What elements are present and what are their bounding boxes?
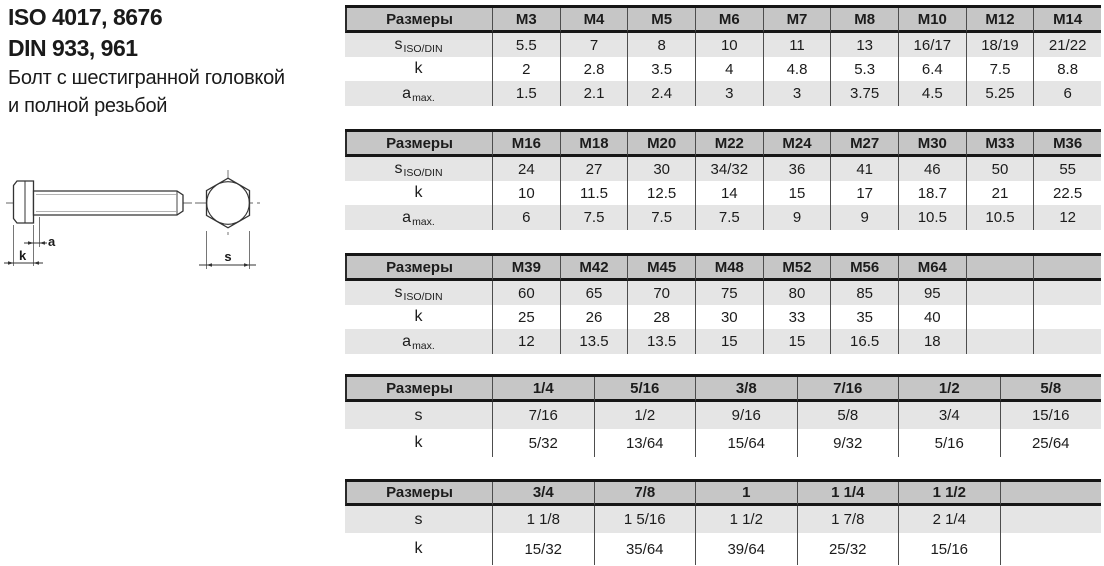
value-cell: 1 1/2 — [695, 506, 797, 533]
value-cell: 3 — [763, 81, 831, 106]
metric-table-m3-m14 — [345, 5, 1101, 106]
value-cell: 21/22 — [1033, 33, 1101, 57]
value-cell: 35 — [830, 305, 898, 329]
metric-table-m39-m64 — [345, 253, 1101, 354]
table-corner-header: Размеры — [345, 8, 492, 33]
inch-table-quarter-to-fiveeighths — [345, 374, 1101, 457]
value-cell: 35/64 — [594, 533, 696, 565]
value-cell: 10.5 — [966, 205, 1034, 230]
column-header: M48 — [695, 256, 763, 281]
value-cell: 1/2 — [594, 402, 696, 429]
value-cell: 13/64 — [594, 429, 696, 457]
value-cell: 3/4 — [898, 402, 1000, 429]
column-header: M27 — [830, 132, 898, 157]
value-cell — [1033, 329, 1101, 354]
value-cell: 24 — [492, 157, 560, 181]
row-label-base: a — [402, 84, 412, 102]
row-label-base: s — [394, 284, 403, 301]
inch-table-threequarters-up — [345, 479, 1101, 565]
value-cell: 14 — [695, 181, 763, 205]
title-block — [8, 2, 338, 120]
value-cell: 36 — [763, 157, 831, 181]
value-cell: 9/16 — [695, 402, 797, 429]
value-cell: 10.5 — [898, 205, 966, 230]
row-label — [345, 57, 492, 81]
value-cell: 11.5 — [560, 181, 628, 205]
value-cell: 15 — [763, 329, 831, 354]
value-cell: 7.5 — [627, 205, 695, 230]
row-label — [345, 33, 492, 57]
value-cell: 18/19 — [966, 33, 1034, 57]
value-cell: 12 — [492, 329, 560, 354]
value-cell — [1000, 533, 1102, 565]
column-header: M56 — [830, 256, 898, 281]
column-header: 3/4 — [492, 482, 594, 506]
value-cell: 25/32 — [797, 533, 899, 565]
column-header: M14 — [1033, 8, 1101, 33]
value-cell — [966, 305, 1034, 329]
column-header: 5/8 — [1000, 377, 1102, 402]
value-cell: 2.8 — [560, 57, 628, 81]
value-cell: 12.5 — [627, 181, 695, 205]
value-cell: 9 — [763, 205, 831, 230]
column-header: 1 1/4 — [797, 482, 899, 506]
row-label — [345, 533, 492, 565]
column-header: M45 — [627, 256, 695, 281]
value-cell: 30 — [627, 157, 695, 181]
value-cell: 1 5/16 — [594, 506, 696, 533]
value-cell: 5.3 — [830, 57, 898, 81]
table-corner-header: Размеры — [345, 132, 492, 157]
value-cell: 3.5 — [627, 57, 695, 81]
value-cell: 7.5 — [966, 57, 1034, 81]
value-cell: 1.5 — [492, 81, 560, 106]
row-label-base: s — [414, 510, 423, 528]
row-label-subscript: max. — [412, 339, 435, 352]
arrowhead-a-left — [28, 241, 34, 245]
row-label-base: s — [394, 36, 403, 53]
column-header: M39 — [492, 256, 560, 281]
row-label — [345, 181, 492, 205]
column-header: M52 — [763, 256, 831, 281]
row-label-base: k — [414, 540, 423, 557]
value-cell: 1 1/8 — [492, 506, 594, 533]
column-header: 1/4 — [492, 377, 594, 402]
column-header: M16 — [492, 132, 560, 157]
value-cell: 6 — [492, 205, 560, 230]
arrowhead-k-right — [34, 261, 40, 265]
row-label — [345, 506, 492, 533]
column-header: M4 — [560, 8, 628, 33]
column-header: M18 — [560, 132, 628, 157]
value-cell: 13.5 — [627, 329, 695, 354]
row-label — [345, 329, 492, 354]
value-cell: 7/16 — [492, 402, 594, 429]
column-header: M12 — [966, 8, 1034, 33]
value-cell: 25 — [492, 305, 560, 329]
value-cell: 12 — [1033, 205, 1101, 230]
value-cell: 7.5 — [560, 205, 628, 230]
value-cell: 5/8 — [797, 402, 899, 429]
value-cell — [966, 329, 1034, 354]
column-header: M10 — [898, 8, 966, 33]
value-cell — [1033, 305, 1101, 329]
column-header: 1 1/2 — [898, 482, 1000, 506]
description-line-1: Болт с шестигранной головкой — [8, 67, 285, 89]
value-cell: 7 — [560, 33, 628, 57]
table-corner-header: Размеры — [345, 256, 492, 281]
row-label-base: a — [402, 332, 412, 350]
dim-label-a: a — [48, 234, 56, 249]
value-cell: 65 — [560, 281, 628, 305]
row-label — [345, 81, 492, 106]
column-header: M30 — [898, 132, 966, 157]
row-label-subscript: ISO/DIN — [403, 167, 443, 179]
value-cell: 10 — [695, 33, 763, 57]
value-cell: 3.75 — [830, 81, 898, 106]
value-cell: 2.4 — [627, 81, 695, 106]
row-label-base: k — [414, 60, 423, 77]
row-label-subscript: max. — [412, 215, 435, 228]
column-header: M6 — [695, 8, 763, 33]
value-cell: 18.7 — [898, 181, 966, 205]
value-cell: 6.4 — [898, 57, 966, 81]
row-label-subscript: max. — [412, 91, 435, 104]
row-label-base: k — [414, 308, 423, 325]
value-cell: 26 — [560, 305, 628, 329]
value-cell: 9/32 — [797, 429, 899, 457]
value-cell: 60 — [492, 281, 560, 305]
arrowhead-k-left — [8, 261, 14, 265]
row-label — [345, 157, 492, 181]
row-label — [345, 402, 492, 429]
column-header — [966, 256, 1034, 281]
column-header: M5 — [627, 8, 695, 33]
row-label — [345, 429, 492, 457]
value-cell: 1 7/8 — [797, 506, 899, 533]
value-cell: 4.8 — [763, 57, 831, 81]
column-header — [1000, 482, 1102, 506]
value-cell: 16.5 — [830, 329, 898, 354]
value-cell — [1000, 506, 1102, 533]
column-header: 7/16 — [797, 377, 899, 402]
dim-label-s: s — [224, 249, 232, 264]
arrowhead-s-right — [244, 263, 250, 267]
value-cell: 8.8 — [1033, 57, 1101, 81]
value-cell: 25/64 — [1000, 429, 1102, 457]
value-cell: 39/64 — [695, 533, 797, 565]
column-header: M64 — [898, 256, 966, 281]
row-label-subscript: ISO/DIN — [403, 43, 443, 55]
value-cell: 17 — [830, 181, 898, 205]
value-cell: 5/32 — [492, 429, 594, 457]
value-cell: 34/32 — [695, 157, 763, 181]
standard-din-title: DIN 933, 961 — [8, 35, 138, 61]
row-label — [345, 305, 492, 329]
column-header: M8 — [830, 8, 898, 33]
value-cell: 80 — [763, 281, 831, 305]
row-label-base: k — [414, 434, 423, 451]
value-cell: 13 — [830, 33, 898, 57]
column-header — [1033, 256, 1101, 281]
column-header: M33 — [966, 132, 1034, 157]
value-cell: 18 — [898, 329, 966, 354]
column-header: M20 — [627, 132, 695, 157]
table-corner-header: Размеры — [345, 482, 492, 506]
value-cell: 6 — [1033, 81, 1101, 106]
row-label — [345, 281, 492, 305]
row-label — [345, 205, 492, 230]
value-cell: 5.25 — [966, 81, 1034, 106]
dim-label-k: k — [19, 248, 27, 263]
value-cell: 15/32 — [492, 533, 594, 565]
value-cell: 9 — [830, 205, 898, 230]
value-cell: 85 — [830, 281, 898, 305]
value-cell: 4.5 — [898, 81, 966, 106]
bolt-head-side-view — [14, 181, 34, 223]
value-cell: 50 — [966, 157, 1034, 181]
column-header: 1 — [695, 482, 797, 506]
metric-table-m16-m36 — [345, 129, 1101, 230]
value-cell: 8 — [627, 33, 695, 57]
value-cell: 27 — [560, 157, 628, 181]
hex-head-end-view — [207, 178, 250, 228]
value-cell: 4 — [695, 57, 763, 81]
value-cell: 70 — [627, 281, 695, 305]
value-cell: 15/16 — [1000, 402, 1102, 429]
value-cell: 33 — [763, 305, 831, 329]
value-cell: 28 — [627, 305, 695, 329]
arrowhead-a-right — [40, 241, 46, 245]
row-label-base: k — [414, 184, 423, 201]
value-cell: 15/64 — [695, 429, 797, 457]
value-cell: 55 — [1033, 157, 1101, 181]
bolt-technical-drawing — [0, 165, 300, 310]
column-header: M22 — [695, 132, 763, 157]
row-label-base: a — [402, 208, 412, 226]
table-corner-header: Размеры — [345, 377, 492, 402]
value-cell: 15/16 — [898, 533, 1000, 565]
row-label-subscript: ISO/DIN — [403, 291, 443, 303]
value-cell: 5/16 — [898, 429, 1000, 457]
column-header: 7/8 — [594, 482, 696, 506]
column-header: 1/2 — [898, 377, 1000, 402]
value-cell: 2 1/4 — [898, 506, 1000, 533]
value-cell: 3 — [695, 81, 763, 106]
column-header: M42 — [560, 256, 628, 281]
value-cell: 10 — [492, 181, 560, 205]
value-cell: 41 — [830, 157, 898, 181]
column-header: M36 — [1033, 132, 1101, 157]
description-line-2: и полной резьбой — [8, 95, 168, 117]
column-header: 5/16 — [594, 377, 696, 402]
value-cell: 7.5 — [695, 205, 763, 230]
extension-lines-side — [14, 217, 40, 266]
value-cell: 22.5 — [1033, 181, 1101, 205]
value-cell: 15 — [763, 181, 831, 205]
standard-iso-title: ISO 4017, 8676 — [8, 4, 163, 30]
value-cell: 2 — [492, 57, 560, 81]
column-header: 3/8 — [695, 377, 797, 402]
value-cell: 16/17 — [898, 33, 966, 57]
row-label-base: s — [394, 160, 403, 177]
value-cell: 21 — [966, 181, 1034, 205]
value-cell: 95 — [898, 281, 966, 305]
value-cell — [1033, 281, 1101, 305]
value-cell — [966, 281, 1034, 305]
value-cell: 75 — [695, 281, 763, 305]
column-header: M3 — [492, 8, 560, 33]
value-cell: 46 — [898, 157, 966, 181]
value-cell: 40 — [898, 305, 966, 329]
row-label-base: s — [414, 406, 423, 424]
column-header: M24 — [763, 132, 831, 157]
value-cell: 2.1 — [560, 81, 628, 106]
value-cell: 30 — [695, 305, 763, 329]
value-cell: 15 — [695, 329, 763, 354]
value-cell: 13.5 — [560, 329, 628, 354]
value-cell: 5.5 — [492, 33, 560, 57]
column-header: M7 — [763, 8, 831, 33]
arrowhead-s-left — [207, 263, 213, 267]
value-cell: 11 — [763, 33, 831, 57]
